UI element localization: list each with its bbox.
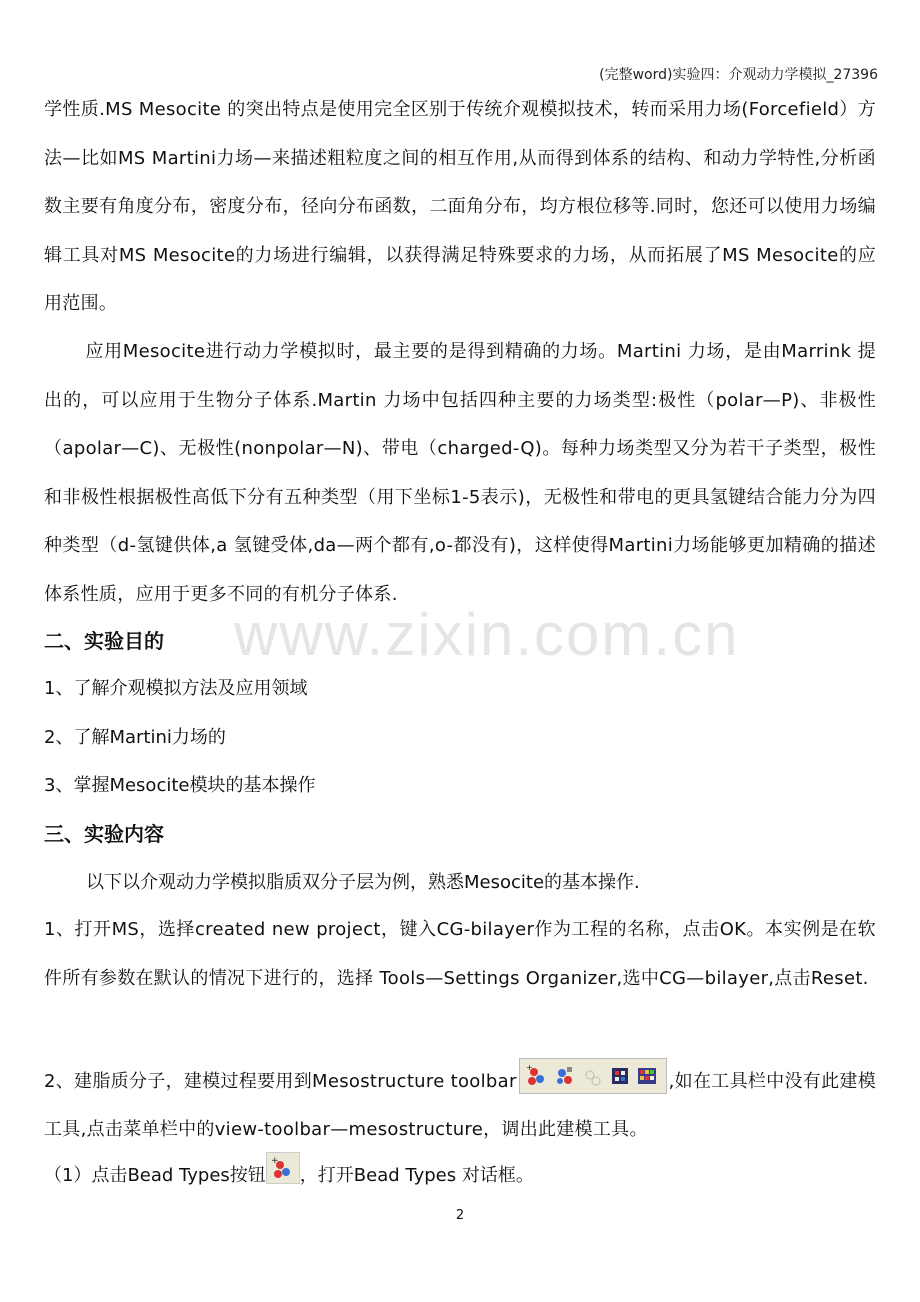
purpose-item-1: 1、了解介观模拟方法及应用领域 [44,678,308,699]
mesostructure-toolbar [519,1058,667,1094]
bead-types-icon [526,1063,544,1085]
step-2-1-text-b: ，打开Bead Types 对话框。 [299,1165,534,1186]
page-header: (完整word)实验四：介观动力学模拟_27396 [599,67,878,83]
section-title-purpose: 二、实验目的 [44,629,164,653]
color-grid-icon [638,1068,656,1084]
step-2-text-a: 2、建脂质分子，建模过程要用到Mesostructure toolbar [44,1071,517,1092]
svg-text:+: + [270,1156,279,1166]
content-intro: 以下以介观动力学模拟脂质双分子层为例，熟悉Mesocite的基本操作. [86,872,640,893]
page-number: 2 [455,1208,465,1223]
step-2 [44,1058,876,1154]
watermark: www.zixin.com.cn [234,601,740,668]
section-title-content: 三、实验内容 [44,822,164,846]
purpose-item-3: 3、掌握Mesocite模块的基本操作 [44,775,316,796]
bead-editor-icon [557,1067,572,1084]
grid-icon [612,1068,628,1084]
paragraph-intro-continued: 学性质.MS Mesocite 的突出特点是使用完全区别于传统介观模拟技术，转而采用力场(Forcefield）方法—比如MS Martini力场—来描述粗粒度之间的相互作用,从而得到体系的结构、和动力学特性,分析函数主要有角度分布，密度分布，径向分布函数，二面角分布，均方根位移等.同时，您还可以使用力场编辑工具对MS Mesocite的力场进行编辑，以获得满足特殊要求的力场，从而拓展了MS Mesocite的应用范围。 [44,99,876,314]
paragraph-martini: 应用Mesocite进行动力学模拟时，最主要的是得到精确的力场。Martini 力场，是由Marrink 提出的，可以应用于生物分子体系.Martin 力场中包括四种主要的力场类型:极性（polar—P)、非极性（apolar—C)、无极性(nonpolar—N)、带电（charged-Q)。每种力场类型又分为若干子类型，极性和非极性根据极性高低下分有五种类型（用下坐标1-5表示)，无极性和带电的更具氢键结合能力分为四种类型（d-氢键供体,a 氢键受体,da—两个都有,o-都没有)，这样使得Martini力场能够更加精确的描述体系性质，应用于更多不同的有机分子体系. [44,341,876,605]
purpose-item-2: 2、了解Martini力场的 [44,727,226,748]
step-1: 1、打开MS，选择created new project，键入CG-bilayer作为工程的名称，点击OK。本实例是在软件所有参数在默认的情况下进行的，选择 Tools—Settings Organizer,选中CG—bilayer,点击Reset. [44,919,876,989]
step-2-1-text-a: （1）点击Bead Types按钮 [44,1165,266,1186]
svg-text:+: + [525,1063,533,1072]
bead-ghost-icon [586,1071,600,1085]
step-2-1 [44,1156,534,1192]
bead-types-button-icon [266,1152,300,1184]
step-2-text-b: ,如在工具栏中没有此建模工具,点击菜单栏中的view-toolbar—mesostructure，调出此建模工具。 [44,1071,876,1140]
